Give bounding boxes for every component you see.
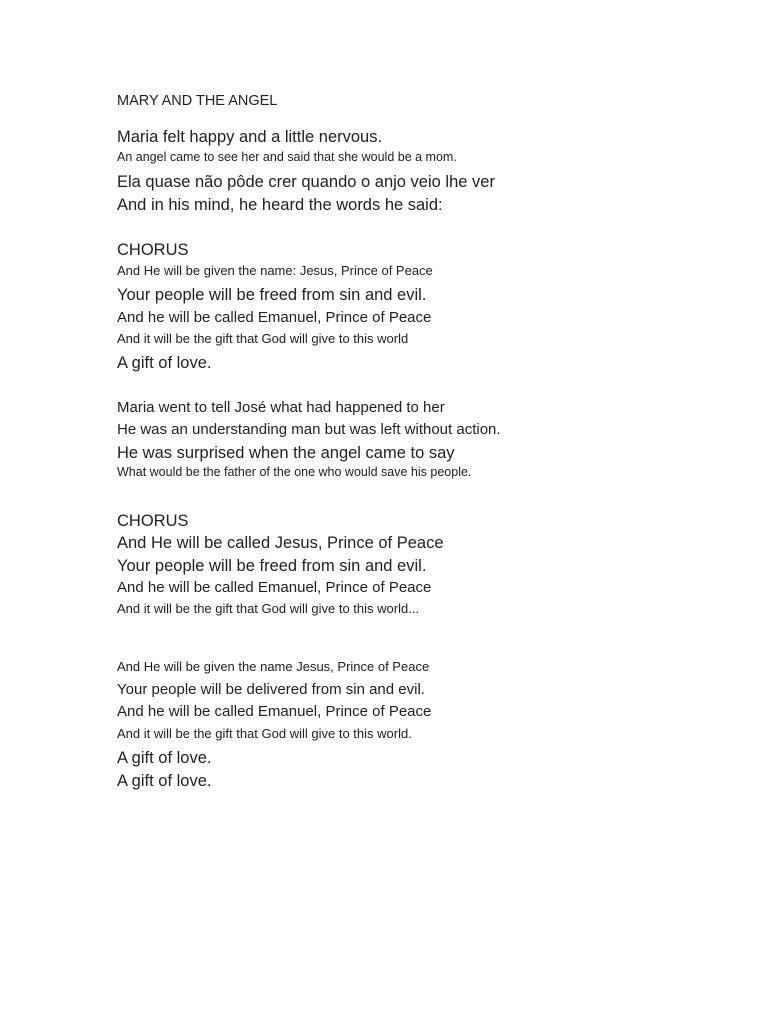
verse2-line-1: Maria went to tell José what had happened to her xyxy=(117,399,445,416)
verse1-line-4: And in his mind, he heard the words he said: xyxy=(117,196,443,214)
final-line-6: A gift of love. xyxy=(117,772,212,790)
verse2-line-4: What would be the father of the one who would save his people. xyxy=(117,465,472,479)
verse2-line-3: He was surprised when the angel came to say xyxy=(117,444,455,462)
final-line-1: And He will be given the name Jesus, Prince of Peace xyxy=(117,659,430,674)
final-line-5: A gift of love. xyxy=(117,749,212,767)
chorus2-line-1: And He will be called Jesus, Prince of Peace xyxy=(117,534,444,552)
verse1-line-3: Ela quase não pôde crer quando o anjo veio lhe ver xyxy=(117,173,495,191)
song-title: MARY AND THE ANGEL xyxy=(117,93,278,109)
chorus1-line-3: And he will be called Emanuel, Prince of Peace xyxy=(117,309,432,326)
chorus1-label: CHORUS xyxy=(117,241,189,259)
chorus1-line-4: And it will be the gift that God will give to this world xyxy=(117,331,409,346)
chorus1-line-2: Your people will be freed from sin and evil. xyxy=(117,286,427,304)
verse1-line-2: An angel came to see her and said that she would be a mom. xyxy=(117,150,457,164)
chorus2-line-3: And he will be called Emanuel, Prince of Peace xyxy=(117,579,432,596)
verse1-line-1: Maria felt happy and a little nervous. xyxy=(117,128,383,146)
verse2-line-2: He was an understanding man but was left without action. xyxy=(117,421,501,438)
final-line-3: And he will be called Emanuel, Prince of Peace xyxy=(117,703,432,720)
final-line-2: Your people will be delivered from sin and evil. xyxy=(117,681,425,698)
chorus2-label: CHORUS xyxy=(117,512,189,530)
chorus2-line-2: Your people will be freed from sin and evil. xyxy=(117,557,427,575)
chorus2-line-4: And it will be the gift that God will give to this world... xyxy=(117,601,420,616)
final-line-4: And it will be the gift that God will give to this world. xyxy=(117,726,412,741)
chorus1-line-1: And He will be given the name: Jesus, Prince of Peace xyxy=(117,263,433,278)
chorus1-line-5: A gift of love. xyxy=(117,354,212,372)
